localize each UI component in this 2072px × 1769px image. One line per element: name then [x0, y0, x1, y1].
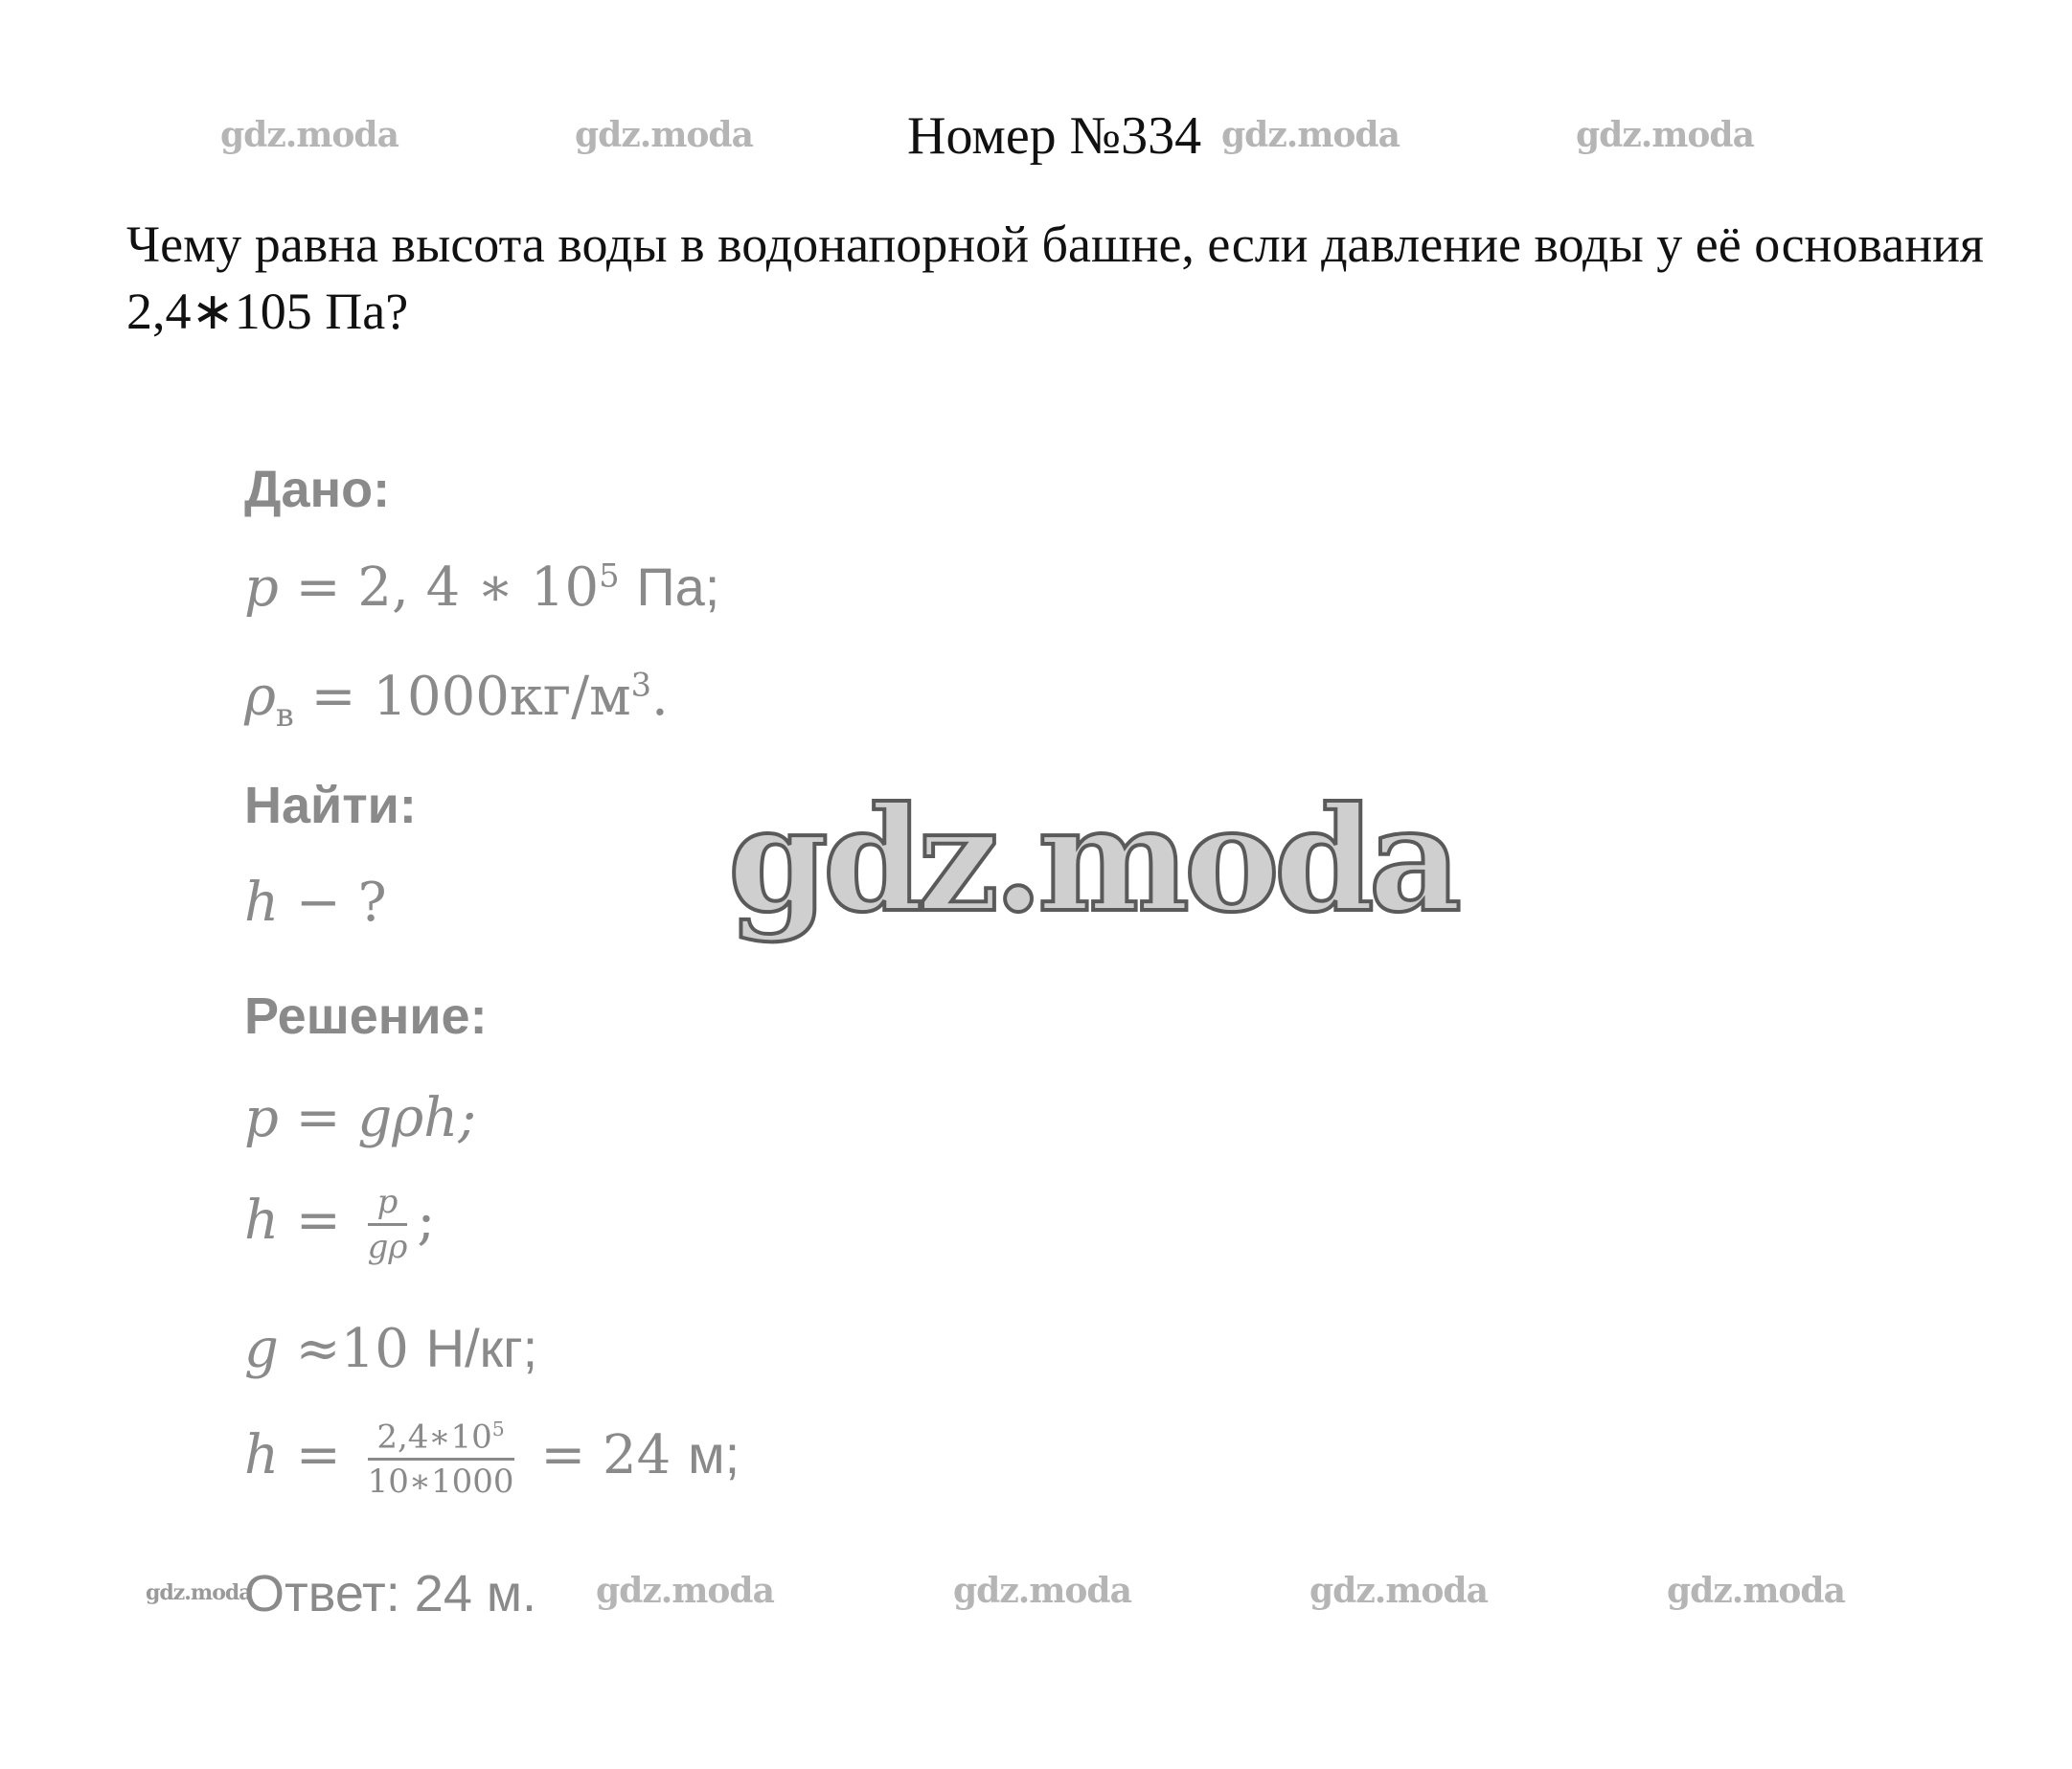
page-title: Номер №334 [907, 106, 1202, 166]
watermark: gdz.moda [1221, 115, 1400, 155]
find-h: h − ? [244, 872, 387, 934]
watermark: gdz.moda [575, 115, 753, 155]
find-label: Найти: [244, 777, 417, 834]
gravity-value: g ≈10 Н/кг; [244, 1318, 538, 1380]
symbol-p: p [244, 556, 279, 619]
problem-text: Чему равна высота воды в водонапорной башне, если давление воды у её основания 2,4∗105 Па? [126, 215, 1984, 340]
given-pressure: p = 2, 4 ∗ $10^5$ Па; [244, 556, 720, 619]
watermark: gdz.moda [596, 1571, 774, 1611]
answer: Ответ: 24 м. [244, 1565, 536, 1622]
fraction: $\frac{2,4∗10^5}{10∗1000}$ [367, 1417, 514, 1502]
fraction: $\frac{p}{g\rho}$ [367, 1183, 408, 1266]
formula-pressure: p = gρh; [244, 1087, 477, 1149]
watermark: gdz.moda [1309, 1571, 1488, 1611]
watermark: gdz.moda [146, 1580, 252, 1605]
watermark: gdz.moda [1667, 1571, 1845, 1611]
formula-result: h = $\frac{2,4∗10^5}{10∗1000}$ = 24 м; [244, 1417, 740, 1502]
given-label: Дано: [244, 461, 391, 518]
solution-label: Решение: [244, 987, 488, 1045]
watermark: gdz.moda [220, 115, 398, 155]
formula-height: h = $\frac{p}{g\rho}$ ; [244, 1183, 436, 1266]
watermark-large: gdz.moda [728, 776, 1457, 944]
given-density: $\rho_в = 1000кг/м^3$. [244, 666, 669, 735]
watermark: gdz.moda [953, 1571, 1131, 1611]
watermark: gdz.moda [1576, 115, 1754, 155]
